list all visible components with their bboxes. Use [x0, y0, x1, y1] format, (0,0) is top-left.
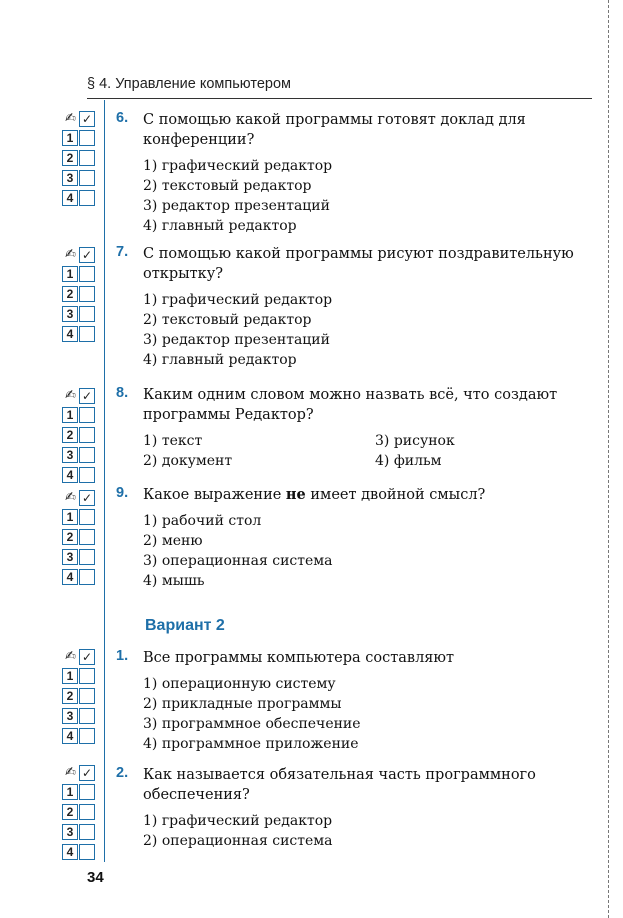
answer-checkbox[interactable] [79, 326, 95, 342]
variant-title: Вариант 2 [145, 617, 225, 634]
answer-checkbox[interactable] [79, 306, 95, 322]
page-edge [608, 0, 609, 918]
check-icon[interactable]: ✓ [79, 388, 95, 404]
question-text: С помощью какой программы рисуют поздравительную открытку? [143, 246, 574, 282]
option-number-box: 1 [62, 668, 78, 684]
answer-box-q6 [62, 110, 98, 210]
option-number-box: 1 [62, 407, 78, 423]
option-number-box: 3 [62, 824, 78, 840]
option-number-box: 4 [62, 844, 78, 860]
option-number-box: 1 [62, 266, 78, 282]
option-number-box: 1 [62, 784, 78, 800]
question-text: Каким одним словом можно назвать всё, что создают программы Редактор? [143, 387, 558, 423]
answer-box-v2-q1 [62, 648, 98, 748]
options-list [143, 674, 596, 754]
answer-checkbox[interactable] [79, 529, 95, 545]
check-icon[interactable]: ✓ [79, 247, 95, 263]
answer-checkbox[interactable] [79, 728, 95, 744]
header-rule [87, 98, 592, 99]
answer-checkbox[interactable] [79, 784, 95, 800]
option: 4) главный редактор [143, 352, 297, 368]
question-text: Как называется обязательная часть программного обеспечения? [143, 767, 536, 803]
answer-checkbox[interactable] [79, 509, 95, 525]
pencil-icon: ✍ [65, 490, 76, 505]
question-v2-2 [116, 765, 596, 851]
option-number-box: 3 [62, 549, 78, 565]
question-7 [116, 244, 596, 370]
option-number-box: 4 [62, 728, 78, 744]
answer-box-v2-q2 [62, 764, 98, 864]
option-number-box: 2 [62, 529, 78, 545]
option-number-box: 4 [62, 326, 78, 342]
option-number-box: 4 [62, 569, 78, 585]
option: 4) главный редактор [143, 218, 297, 234]
check-icon[interactable]: ✓ [79, 765, 95, 781]
option: 1) графический редактор [143, 158, 333, 174]
question-v2-1 [116, 648, 596, 754]
answer-checkbox[interactable] [79, 130, 95, 146]
answer-box-q9 [62, 489, 98, 589]
margin-line [104, 100, 105, 862]
option: 2) операционная система [143, 833, 333, 849]
option-number-box: 2 [62, 427, 78, 443]
question-text-part: Какое выражение [143, 487, 286, 503]
option-number-box: 1 [62, 509, 78, 525]
option-number-box: 1 [62, 130, 78, 146]
answer-checkbox[interactable] [79, 266, 95, 282]
options-list [143, 156, 596, 236]
answer-checkbox[interactable] [79, 150, 95, 166]
option-number-box: 4 [62, 467, 78, 483]
pencil-icon: ✍ [65, 765, 76, 780]
option: 3) программное обеспечение [143, 716, 361, 732]
option: 1) текст [143, 433, 203, 449]
options-list [143, 511, 596, 591]
option: 3) редактор презентаций [143, 332, 330, 348]
option-number-box: 3 [62, 170, 78, 186]
question-number: 8. [116, 385, 129, 401]
answer-checkbox[interactable] [79, 668, 95, 684]
options-list [143, 431, 596, 471]
question-8 [116, 385, 596, 471]
option: 2) меню [143, 533, 203, 549]
section-header: § 4. Управление компьютером [87, 76, 291, 92]
answer-checkbox[interactable] [79, 286, 95, 302]
question-text-part: имеет двойной смысл? [305, 487, 486, 503]
question-number: 6. [116, 110, 129, 126]
page-number: 34 [87, 869, 104, 886]
option: 2) прикладные программы [143, 696, 342, 712]
answer-checkbox[interactable] [79, 824, 95, 840]
answer-checkbox[interactable] [79, 549, 95, 565]
option: 3) рисунок [375, 433, 455, 449]
option-number-box: 3 [62, 306, 78, 322]
option: 2) документ [143, 453, 233, 469]
answer-checkbox[interactable] [79, 190, 95, 206]
question-9 [116, 485, 596, 591]
option: 1) рабочий стол [143, 513, 262, 529]
answer-checkbox[interactable] [79, 170, 95, 186]
options-list [143, 290, 596, 370]
option-number-box: 3 [62, 708, 78, 724]
option: 4) мышь [143, 573, 205, 589]
question-number: 9. [116, 485, 129, 501]
pencil-icon: ✍ [65, 388, 76, 403]
check-icon[interactable]: ✓ [79, 649, 95, 665]
option: 2) текстовый редактор [143, 178, 312, 194]
option-number-box: 2 [62, 286, 78, 302]
option: 1) операционную систему [143, 676, 336, 692]
option: 4) фильм [375, 453, 442, 469]
option: 3) редактор презентаций [143, 198, 330, 214]
answer-checkbox[interactable] [79, 467, 95, 483]
option-number-box: 2 [62, 688, 78, 704]
answer-checkbox[interactable] [79, 447, 95, 463]
question-number: 7. [116, 244, 129, 260]
pencil-icon: ✍ [65, 247, 76, 262]
answer-checkbox[interactable] [79, 804, 95, 820]
answer-checkbox[interactable] [79, 427, 95, 443]
option-number-box: 2 [62, 804, 78, 820]
answer-box-q8 [62, 387, 98, 487]
pencil-icon: ✍ [65, 649, 76, 664]
option: 1) графический редактор [143, 292, 333, 308]
option: 2) текстовый редактор [143, 312, 312, 328]
answer-checkbox[interactable] [79, 708, 95, 724]
check-icon[interactable]: ✓ [79, 111, 95, 127]
answer-checkbox[interactable] [79, 844, 95, 860]
option-number-box: 2 [62, 150, 78, 166]
answer-box-q7 [62, 246, 98, 346]
question-text: Все программы компьютера составляют [143, 650, 455, 666]
question-number: 1. [116, 648, 129, 664]
option: 4) программное приложение [143, 736, 359, 752]
option-number-box: 4 [62, 190, 78, 206]
check-icon[interactable]: ✓ [79, 490, 95, 506]
question-number: 2. [116, 765, 129, 781]
option: 1) графический редактор [143, 813, 333, 829]
answer-checkbox[interactable] [79, 569, 95, 585]
question-text: С помощью какой программы готовят доклад для конференции? [143, 112, 526, 148]
answer-checkbox[interactable] [79, 407, 95, 423]
option-number-box: 3 [62, 447, 78, 463]
option: 3) операционная система [143, 553, 333, 569]
options-list [143, 811, 596, 851]
question-6 [116, 110, 596, 236]
question-text-emphasis: не [285, 486, 306, 503]
answer-checkbox[interactable] [79, 688, 95, 704]
question-text [143, 485, 596, 505]
pencil-icon: ✍ [65, 111, 76, 126]
